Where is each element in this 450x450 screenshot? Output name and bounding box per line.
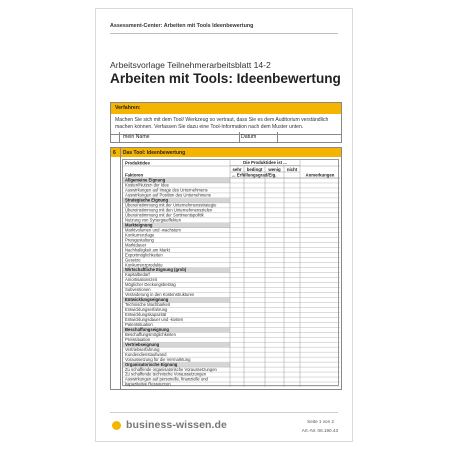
name-row — [110, 132, 342, 143]
factor-label: Möglicher Deckungsbeitrag — [125, 282, 176, 288]
factor-label: Auswirkungen auf Image des Unternehmens — [125, 187, 208, 193]
factor-label: Zu schaffende organisatorische Voraussetzungen — [125, 366, 217, 372]
rating-header: sehr — [232, 166, 242, 172]
factor-label: Übereinstimmung mit der Unternehmensstrategie — [125, 202, 217, 208]
factor-label: Kundendienstaufwand — [125, 351, 167, 357]
tool-number-divider — [120, 148, 121, 157]
footer-divider — [110, 412, 338, 413]
document-page — [95, 8, 353, 442]
rating-header: bedingt — [246, 166, 263, 172]
tool-number: 6 — [113, 149, 116, 156]
worksheet-title: Arbeiten mit Tools: Ideenbewertung — [110, 71, 341, 86]
factor-label: Beschaffungsmöglichkeiten — [125, 331, 176, 337]
factor-label: Preisgestaltung — [125, 237, 154, 243]
category-label: Allgemeine Eignung — [125, 177, 166, 183]
factor-label: Exportmöglichkeiten — [125, 252, 163, 258]
procedure-line: Machen Sie sich mit dem Tool/ Werkzeug so vertraut, dass Sie es dem Auditorium verständlich — [115, 117, 329, 123]
tool-left-column — [120, 157, 121, 389]
rating-header: nicht — [286, 166, 298, 172]
factor-label: Voraussetzung für die Vermarktung — [125, 356, 191, 362]
evaluation-table — [122, 159, 339, 386]
produktidee-label: Produktidee — [125, 160, 150, 166]
category-label: Strategische Eignung — [125, 197, 169, 203]
factor-label: Kapitalbedarf — [125, 272, 150, 278]
factor-label: Entwicklungsdauer und -kosten — [125, 317, 184, 323]
factor-label: Zu schaffende technische Voraussetzungen — [125, 371, 207, 377]
rating-header: wenig — [268, 166, 281, 172]
worksheet-subtitle: Arbeitsvorlage Teilnehmerarbeitsblatt 14-2 — [110, 60, 271, 70]
category-label: Wirtschaftliche Eignung (grob) — [125, 267, 187, 273]
logo-dot-icon — [112, 421, 121, 430]
footer-logo[interactable]: business-wissen.de — [126, 419, 228, 431]
tool-section — [110, 147, 342, 390]
factor-label: Technische Machbarkeit — [125, 302, 170, 308]
name-date-divider — [239, 132, 240, 142]
procedure-line: machen können. Verfassen Sie dazu eine Tool-Information nach dem Muster unten. — [115, 124, 304, 131]
factor-label: Entwicklungskapazität — [125, 312, 167, 318]
date-field-divider — [277, 132, 278, 142]
factor-label: Preissituation — [125, 336, 151, 342]
factor-label: Konkurrenzprodukte — [125, 262, 163, 268]
factor-label: Nachhaltigkeit am Markt — [125, 247, 170, 253]
procedure-box — [110, 102, 342, 135]
factor-label: Patentsituation — [125, 321, 153, 327]
factor-label: Übereinstimmung mit den Unternehmenszielen — [125, 207, 213, 213]
tool-label: Das Tool: Ideenbewertung — [123, 149, 186, 156]
factor-label: Subventionen — [125, 287, 151, 293]
running-header: Assessment-Center: Arbeiten mit Tools Ideenbewertung — [110, 23, 254, 29]
anmerkungen-header: Anmerkungen — [305, 172, 335, 178]
date-label: Datum — [241, 134, 257, 140]
factor-label: Vertriebserfahrung — [125, 346, 160, 352]
header-divider — [110, 33, 338, 34]
category-label: Markteignung — [125, 222, 153, 228]
page-number: Seite 1 von 2 — [307, 419, 334, 424]
factor-label: Kosten/Nutzen der Idee — [125, 182, 169, 188]
article-number: Art.-Nr. 06.190.43 — [301, 428, 338, 433]
factor-label: Veränderung in den Kostenstrukturen — [125, 292, 195, 298]
group-header: Die Produktidee ist ... — [243, 160, 287, 165]
category-label: Organisatorische Eignung — [125, 361, 178, 367]
category-label: Vertriebseignung — [125, 341, 160, 347]
name-label: mein Name — [123, 134, 150, 140]
factor-label: Nutzung von Synergieeffekten — [125, 217, 182, 223]
category-label: Beschaffungseignung — [125, 326, 169, 332]
name-row-spacer — [111, 132, 120, 142]
factor-label: kapazitative Ressourcen — [125, 381, 171, 387]
factor-label: Übereinstimmung mit der Sortimentspolitik — [125, 212, 204, 218]
evaluation-table-svg — [123, 160, 340, 387]
category-label: Entwicklungseignung — [125, 297, 169, 303]
factor-label: Konkurrenzlage — [125, 232, 155, 238]
factor-label: Auswirkungen auf Position des Unternehmens — [125, 192, 211, 198]
factor-label: Auswirkungen auf personelle, finanzielle und — [125, 376, 208, 382]
factor-label: Gesetze — [125, 257, 141, 263]
procedure-label: Verfahren: — [111, 103, 341, 114]
factor-label: Amortisationszeit — [125, 277, 157, 283]
faktoren-header: Faktoren — [125, 172, 144, 178]
factor-label: Marktdauer — [125, 242, 147, 248]
factor-label: Entwicklungserfahrung — [125, 307, 168, 313]
tool-header-bar — [111, 148, 341, 157]
factor-label: Marktvolumen und -wachstum — [125, 227, 181, 233]
erfuellung-header: ... Erfüllungsgrad/Eig. — [232, 172, 277, 178]
